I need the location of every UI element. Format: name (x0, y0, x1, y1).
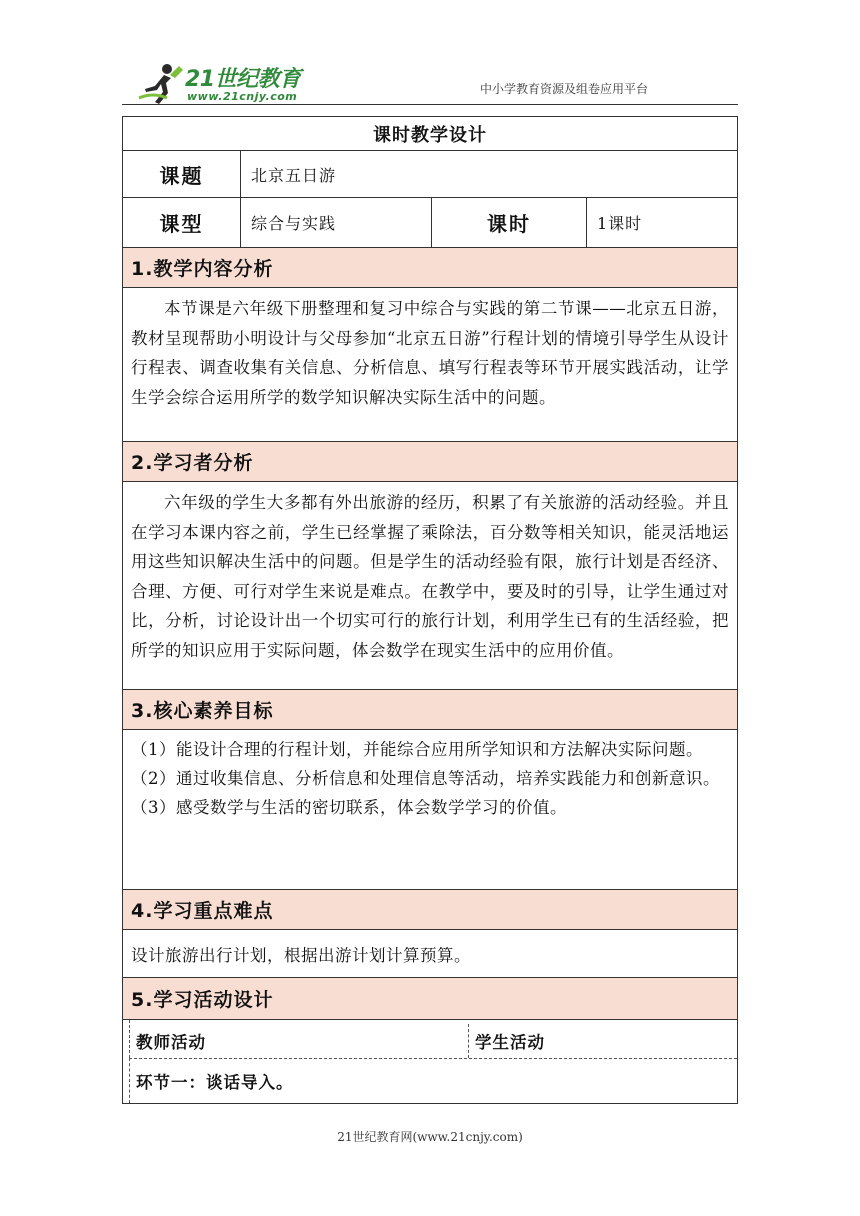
hours-value: 1课时 (586, 198, 737, 247)
section-2-heading: 2.学习者分析 (131, 452, 254, 474)
topic-label: 课题 (159, 163, 204, 188)
section-3-body-row (123, 729, 737, 889)
section-1-heading-row (123, 247, 737, 287)
type-label: 课型 (159, 212, 204, 236)
section-1-heading: 1.教学内容分析 (131, 258, 274, 280)
section-3-heading-row (123, 689, 737, 729)
logo-brand-text: 21世纪教育 (185, 67, 301, 92)
type-value: 综合与实践 (240, 198, 431, 247)
student-activity-header: 学生活动 (468, 1024, 737, 1058)
page-footer: 21世纪教育网(www.21cnjy.com) (337, 1130, 523, 1144)
hours-label: 课时 (431, 198, 586, 247)
section-4-heading-row (123, 889, 737, 929)
stage-1-title: 环节一：谈话导入。 (136, 1073, 294, 1092)
logo (137, 62, 307, 106)
lesson-design-table (122, 116, 738, 1104)
document-title: 课时教学设计 (373, 124, 487, 146)
topic-row (123, 150, 737, 197)
logo-url-text: www.21cnjy.com (187, 90, 298, 103)
section-1-body: 本节课是六年级下册整理和复习中综合与实践的第二节课——北京五日游，教材呈现帮助小明设计与父母参加“北京五日游”行程计划的情境引导学生从设计行程表、调查收集有关信息、分析信息、填写行程表等环节开展实践活动，让学生学会综合运用所学的数学知识解决实际生活中的问题。 (131, 299, 729, 407)
section-4-body-row (123, 929, 737, 977)
activity-stage-row (129, 1058, 737, 1103)
section-4-body: 设计旅游出行计划，根据出游计划计算预算。 (131, 945, 471, 965)
objective-item-1: （1）能设计合理的行程计划，并能综合应用所学知识和方法解决实际问题。 (131, 740, 703, 759)
section-3-heading: 3.核心素养目标 (131, 700, 274, 722)
section-5-heading-row (123, 977, 737, 1019)
topic-value: 北京五日游 (240, 151, 737, 197)
objective-item-3: （3）感受数学与生活的密切联系，体会数学学习的价值。 (131, 798, 567, 817)
runner-logo-icon (137, 62, 185, 106)
objectives-list (123, 730, 737, 822)
section-1-body-row (123, 287, 737, 441)
title-row (123, 117, 737, 150)
header-divider (122, 104, 738, 105)
teacher-activity-header: 教师活动 (136, 1033, 206, 1052)
page-header (122, 60, 738, 110)
section-2-body: 六年级的学生大多都有外出旅游的经历，积累了有关旅游的活动经验。并且在学习本课内容之前，学生已经掌握了乘除法，百分数等相关知识，能灵活地运用这些知识解决生活中的问题。但是学生的活动经验有限，旅行计划是否经济、合理、方便、可行对学生来说是难点。在教学中，要及时的引导，让学生通过对比，分析，讨论设计出一个切实可行的旅行计划，利用学生已有的生活经验，把所学的知识应用于实际问题，体会数学在现实生活中的应用价值。 (131, 493, 729, 660)
platform-tagline: 中小学教育资源及组卷应用平台 (479, 82, 648, 96)
section-4-heading: 4.学习重点难点 (131, 900, 274, 922)
activity-header-row (129, 1020, 737, 1058)
section-5-heading: 5.学习活动设计 (131, 989, 274, 1011)
section-5-body-row (123, 1019, 737, 1103)
objective-item-2: （2）通过收集信息、分析信息和处理信息等活动，培养实践能力和创新意识。 (131, 769, 720, 788)
type-row (123, 197, 737, 247)
section-2-body-row (123, 481, 737, 689)
section-2-heading-row (123, 441, 737, 481)
